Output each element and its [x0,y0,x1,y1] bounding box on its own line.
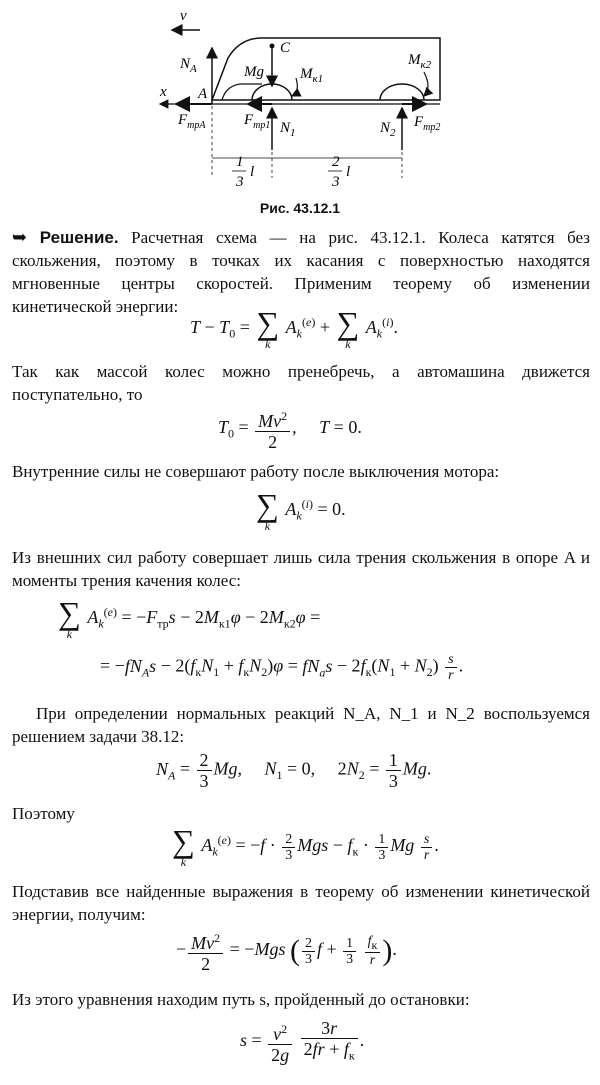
paragraph-find-distance: Из этого уравнения находим путь s, пройденный до остановки: [12,990,470,1009]
label-Mk1: $M_{к1}$ [300,66,324,85]
label-N1: $N_1$ [280,120,296,139]
equation-kinetic-energy-theorem: $T - T_0$ = ∑ k $A_k^{(e)}$ + ∑ k $A_k^{(i)}$. [190,305,398,351]
label-x: x [160,84,167,100]
label-NA: $N_A$ [180,56,197,75]
label-Mk2: $M_{к2}$ [408,52,432,71]
dim-twothird-l: l [346,164,351,180]
equation-external-work-line2: = $-fN_As - 2(f_кN_1 + f_кN_2)\varphi = fN_as - 2f_к(N_1 + N_2)$ $\frac{s}{r}$ . [100,652,464,683]
solution-text: Расчетная схема — на рис. 43.12.1. Колеса катятся без скольжения, поэтому в точках их касания с поверхностью находятся мгновенные центры скоростей. Применим теорему об изменении кинетической энергии: [12,228,591,316]
dim-third-num: 1 [236,154,244,170]
paragraph-substitution: Подставив все найденные выражения в теорему об изменении кинетической энергии, получим: [12,882,590,924]
equation-external-work-line1: ∑ k $A_k^{(e)} = -F_{тр}s - 2M_{к1}\varphi - 2M_{к2}\varphi$ = [58,595,321,641]
paragraph-internal-forces: Внутренние силы не совершают работу после выключения мотора: [12,462,500,481]
label-Ftr1: $F_{тр1}$ [244,112,271,131]
figure-43-12-1 [0,0,600,220]
paragraph-therefore: Поэтому [12,804,75,823]
label-A: A [198,86,208,102]
equation-internal-work: ∑ k $A_k^{(i)} = 0$. [256,487,346,533]
label-N2: $N_2$ [380,120,396,139]
solution-label: Решение. [39,228,119,247]
Mk2-arrow [424,72,428,96]
dim-third-l: l [250,164,255,180]
paragraph-masses: Так как массой колес можно пренебречь, а автомашина движется поступательно, то [12,362,590,404]
label-FtrA: $F_{трA}$ [178,112,206,131]
front-wheel [252,84,292,100]
equation-energy-balance: − $\frac{Mv^2}{2}$ = −Mgs ( $\frac{2}{3}$ f + $\frac{1}{3}$ $\frac{f_к}{r}$ ). [176,928,397,974]
paragraph-external-forces: Из внешних сил работу совершает лишь сила трения скольжения в опоре A и моменты трения качения колес: [12,548,590,590]
Mk1-arrow [292,78,297,96]
paragraph-solution-intro [12,226,590,318]
equation-distance-result: s = $\frac{v^2}{2g}$ $\frac{3r}{2fr + f_к}$ . [240,1018,365,1065]
solution-arrow-icon: ➥ [12,227,28,248]
dim-third-den: 3 [236,174,244,190]
car-diagram [0,0,600,200]
dim-twothird-den: 3 [332,174,340,190]
equation-external-work-result: ∑ k $A_k^{(e)} = -f$ · $\frac{2}{3}$ Mgs − $f_к$ · $\frac{1}{3}$ Mg $\frac{s}{r}$ . [172,823,439,869]
equation-normal-reactions: $N_A$ = $\frac{2}{3}$ Mg, $N_1 = 0$, $2N_2$ = $\frac{1}{3}$ Mg. [156,750,432,791]
figure-caption: Рис. 43.12.1 [259,200,341,216]
label-C: C [280,40,291,56]
label-Mg: Mg [244,64,264,80]
label-Ftr2: $F_{тр2}$ [414,114,441,133]
label-v: v [180,8,187,24]
car-front-line [222,84,262,100]
equation-initial-energy: $T_0$ = $\frac{Mv^2}{2}$ , T = 0. [218,406,362,452]
rear-wheel [380,84,424,100]
paragraph-normal-reactions: При определении нормальных реакций N_A, N_1 и N_2 воспользуемся решением задачи 38.12: [12,704,590,746]
dim-twothird-num: 2 [332,154,340,170]
